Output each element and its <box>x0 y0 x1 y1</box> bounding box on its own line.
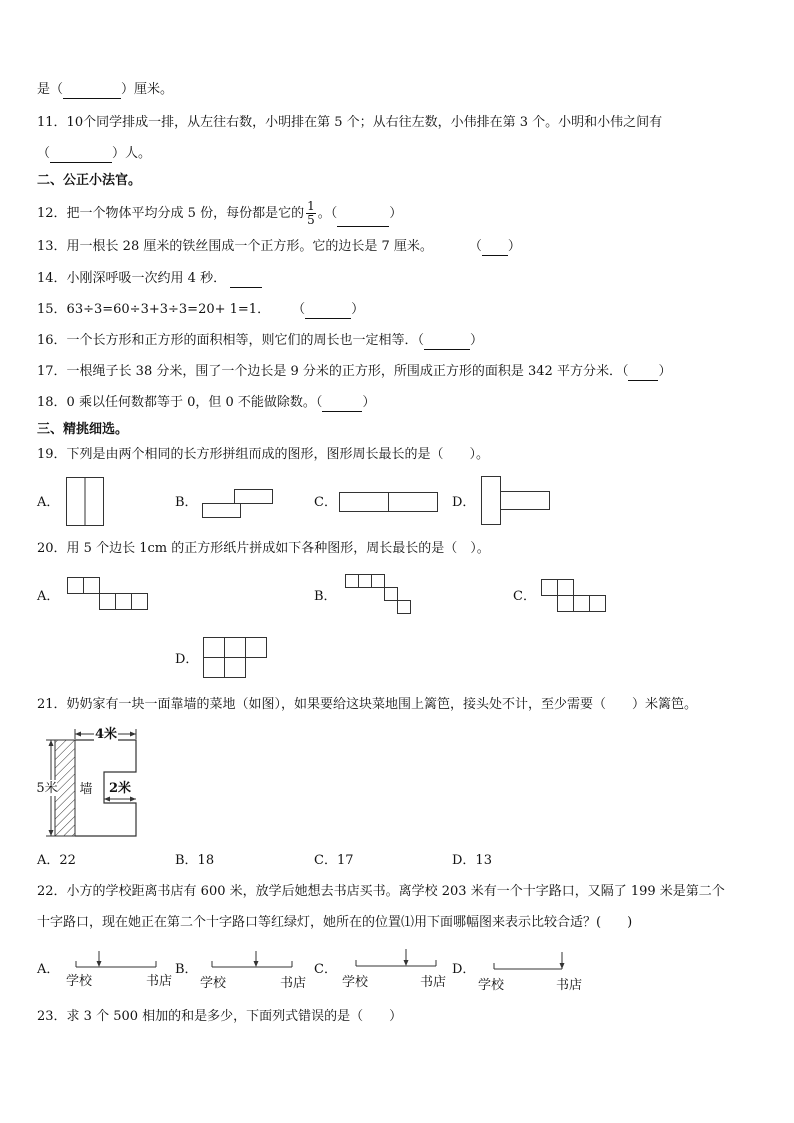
q11-line1: 11．10个同学排成一排，从左往右数，小明排在第 5 个；从右往左数，小伟排在第 3 个。小明和小伟之间有 <box>37 115 663 130</box>
q15 <box>37 301 364 319</box>
dim-left-label: 5米 <box>36 781 58 796</box>
q22-line2: 十字路口，现在她正在第二个十字路口等红绿灯，她所在的位置⑴用下面哪幅图来表示比较合适？( ) <box>37 915 633 930</box>
store-label: 书店 <box>146 974 173 989</box>
school-label: 学校 <box>200 976 227 991</box>
q22-figure-c <box>340 946 452 990</box>
q13-a: 13．用一根长 28 厘米的铁丝围成一个正方形。它的边长是 7 厘米。 <box>37 239 433 254</box>
q19-figure-a <box>66 477 106 527</box>
q22-option-d-label[interactable]: D． <box>452 962 476 977</box>
q20-figure-a <box>66 576 150 612</box>
q20-figure-d <box>202 636 270 680</box>
q19-text: 19．下列是由两个相同的长方形拼组而成的图形，图形周长最长的是（ ）。 <box>37 447 490 462</box>
q12-b: 。（ <box>317 206 338 221</box>
q19-figure-c <box>338 491 440 513</box>
q19-option-c-label[interactable]: C． <box>314 495 337 510</box>
q10-tail-a: 是（ <box>37 82 64 97</box>
q20-figure-b <box>344 573 416 617</box>
q20-option-c-label[interactable]: C． <box>513 589 536 604</box>
q13 <box>37 238 521 256</box>
section-2-heading: 二、公正小法官。 <box>37 173 142 188</box>
q19-option-b-label[interactable]: B． <box>175 495 198 510</box>
q15-c: ） <box>351 302 365 317</box>
q21-garden-figure <box>30 725 145 840</box>
q10-tail <box>37 81 173 99</box>
q13-c: ） <box>507 239 521 254</box>
wall-hatch <box>55 740 75 836</box>
q11-line2-a: （ <box>37 146 51 161</box>
section-3-heading: 三、精挑细选。 <box>37 422 129 437</box>
q21-option-b[interactable]: B．18 <box>175 853 215 868</box>
q18-a: 18．0 乘以任何数都等于 0，但 0 不能做除数。（ <box>37 395 323 410</box>
answer-blank[interactable] <box>322 398 362 412</box>
answer-blank[interactable] <box>305 305 351 319</box>
q14 <box>37 270 262 288</box>
q12 <box>37 200 402 227</box>
q20-option-a-label[interactable]: A． <box>37 589 60 604</box>
dim-inner-label: 2米 <box>108 781 132 796</box>
q21-text: 21．奶奶家有一块一面靠墙的菜地（如图），如果要给这块菜地围上篱笆，接头处不计，至少需要（ ）米篱笆。 <box>37 697 698 712</box>
q13-b: （ <box>468 239 482 254</box>
answer-blank[interactable] <box>628 367 658 381</box>
answer-blank[interactable] <box>482 242 508 256</box>
q11-line2-b: ）人。 <box>112 146 152 161</box>
q22-line1: 22．小方的学校距离书店有 600 米，放学后她想去书店买书。离学校 203 米有一个十字路口，又隔了 199 米是第二个 <box>37 884 725 899</box>
q21-option-a[interactable]: A．22 <box>37 853 76 868</box>
q20-text: 20．用 5 个边长 1cm 的正方形纸片拼成如下各种图形，周长最长的是（ ）。 <box>37 541 490 556</box>
school-label: 学校 <box>66 974 93 989</box>
q19-option-a-label[interactable]: A． <box>37 495 60 510</box>
q16 <box>37 332 483 350</box>
q12-c: ） <box>389 206 403 221</box>
q20-option-b-label[interactable]: B． <box>314 589 337 604</box>
q19-option-d-label[interactable]: D． <box>452 495 476 510</box>
q12-a: 12．把一个物体平均分成 5 份，每份都是它的 <box>37 206 305 221</box>
school-label: 学校 <box>342 975 369 990</box>
q11-line2 <box>37 145 151 163</box>
q16-a: 16．一个长方形和正方形的面积相等，则它们的周长也一定相等．（ <box>37 333 425 348</box>
q22-figure-b <box>198 949 310 993</box>
answer-blank[interactable] <box>337 213 389 227</box>
q20-option-d-label[interactable]: D． <box>175 652 199 667</box>
fraction-one-fifth <box>306 200 316 227</box>
q22-option-b-label[interactable]: B． <box>175 962 198 977</box>
q22-option-c-label[interactable]: C． <box>314 962 337 977</box>
q22-option-a-label[interactable]: A． <box>37 962 60 977</box>
fraction-numerator: 1 <box>307 199 315 213</box>
answer-blank[interactable] <box>50 149 112 163</box>
q22-figure-a <box>62 949 174 993</box>
q23-text: 23．求 3 个 500 相加的和是多少，下面列式错误的是（ ） <box>37 1009 403 1024</box>
q17-a: 17．一根绳子长 38 分米，围了一个边长是 9 分米的正方形，所围成正方形的面积是 342 平方分米．（ <box>37 364 629 379</box>
school-label: 学校 <box>478 978 505 993</box>
q19-figure-d <box>480 475 552 527</box>
store-label: 书店 <box>420 975 447 990</box>
answer-blank[interactable] <box>424 336 470 350</box>
q17-b: ） <box>658 364 672 379</box>
q21-option-c[interactable]: C．17 <box>314 853 354 868</box>
q18-b: ） <box>362 395 376 410</box>
q16-b: ） <box>470 333 484 348</box>
q17 <box>37 363 671 381</box>
answer-blank[interactable] <box>230 274 262 288</box>
dim-top-label: 4米 <box>94 727 118 742</box>
wall-label: 墙 <box>79 782 93 797</box>
q19-figure-b <box>200 488 276 520</box>
answer-blank[interactable] <box>63 85 121 99</box>
q21-option-d[interactable]: D．13 <box>452 853 492 868</box>
q15-b: （ <box>292 302 306 317</box>
store-label: 书店 <box>556 978 583 993</box>
q22-figure-d <box>476 949 592 995</box>
q14-a: 14．小刚深呼吸一次约用 4 秒． <box>37 271 227 286</box>
q15-a: 15．63÷3=60÷3+3÷3=20+ 1=1． <box>37 302 271 317</box>
q10-tail-b: ）厘米。 <box>121 82 174 97</box>
store-label: 书店 <box>280 976 307 991</box>
fraction-denominator: 5 <box>307 213 315 227</box>
q20-figure-c <box>540 578 610 614</box>
q18 <box>37 394 375 412</box>
